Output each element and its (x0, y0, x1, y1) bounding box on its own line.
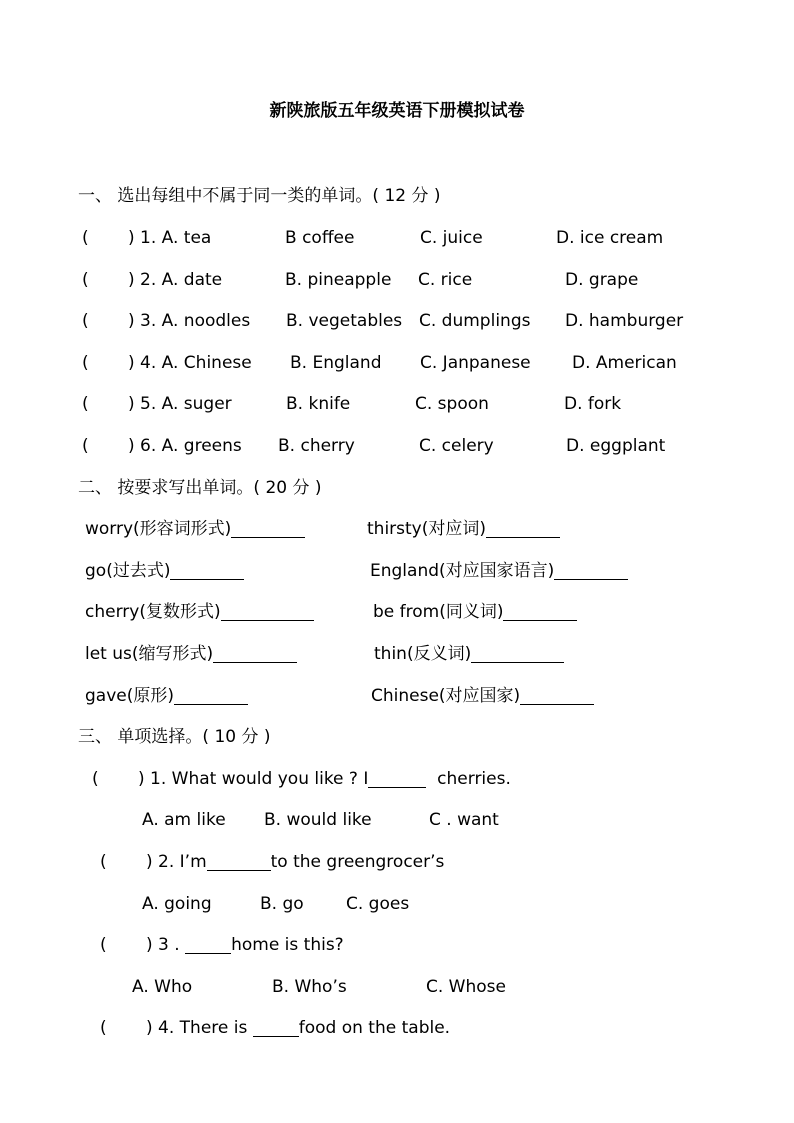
paren-open: ( (100, 1018, 107, 1038)
answer-blank[interactable] (253, 1020, 299, 1037)
answer-blank[interactable] (185, 937, 231, 954)
option-a: A. Who (132, 977, 193, 997)
word-prompt-left: let us(缩写形式) (85, 646, 297, 663)
option-d: D. ice cream (556, 228, 664, 248)
option-d: D. fork (564, 394, 622, 414)
option-b: B coffee (285, 228, 355, 248)
option-b: B. knife (286, 394, 351, 414)
word-prompt-left: cherry(复数形式) (85, 604, 314, 621)
answer-blank[interactable] (554, 563, 628, 580)
section-1-heading: 一、 选出每组中不属于同一类的单词。( 12 分 ) (78, 186, 441, 206)
option-c: C. juice (420, 228, 483, 248)
word-prompt-right: England(对应国家语言) (370, 563, 628, 580)
answer-blank[interactable] (231, 521, 305, 538)
answer-blank[interactable] (207, 854, 271, 871)
option-b: B. vegetables (286, 311, 403, 331)
answer-blank[interactable] (520, 688, 594, 705)
option-d: D. hamburger (565, 311, 684, 331)
option-d: D. eggplant (566, 436, 666, 456)
option-c: C. spoon (415, 394, 489, 414)
answer-blank[interactable] (221, 604, 314, 621)
question-3: ) 3 . home is this? (146, 935, 344, 955)
option-c: C. dumplings (419, 311, 531, 331)
word-prompt-right: thirsty(对应词) (367, 521, 560, 538)
option-c: C. rice (418, 270, 473, 290)
option-c: C. goes (346, 894, 410, 914)
paren-open: ( (82, 228, 89, 248)
option-c: C. celery (419, 436, 494, 456)
word-prompt-right: thin(反义词) (374, 646, 564, 663)
answer-blank[interactable] (486, 521, 560, 538)
section-3-heading: 三、 单项选择。( 10 分 ) (78, 727, 271, 747)
item-number: ) 6. A. greens (128, 436, 242, 456)
answer-blank[interactable] (471, 646, 564, 663)
paren-open: ( (100, 935, 107, 955)
option-a: A. am like (142, 810, 226, 830)
option-a: A. going (142, 894, 212, 914)
option-b: B. would like (264, 810, 372, 830)
option-b: B. cherry (278, 436, 355, 456)
paren-open: ( (82, 270, 89, 290)
option-b: B. go (260, 894, 304, 914)
item-number: ) 1. A. tea (128, 228, 212, 248)
word-prompt-left: go(过去式) (85, 563, 244, 580)
option-b: B. pineapple (285, 270, 392, 290)
option-d: D. American (572, 353, 677, 373)
paren-open: ( (92, 769, 99, 789)
answer-blank[interactable] (170, 563, 244, 580)
word-prompt-right: be from(同义词) (373, 604, 577, 621)
answer-blank[interactable] (368, 771, 426, 788)
answer-blank[interactable] (174, 688, 248, 705)
paren-open: ( (82, 353, 89, 373)
question-1: ) 1. What would you like ? I cherries. (138, 769, 511, 789)
section-2-heading: 二、 按要求写出单词。( 20 分 ) (78, 478, 322, 498)
answer-blank[interactable] (503, 604, 577, 621)
option-b: B. Who’s (272, 977, 347, 997)
word-prompt-left: gave(原形) (85, 688, 248, 705)
paren-open: ( (100, 852, 107, 872)
option-b: B. England (290, 353, 382, 373)
option-c: C. Whose (426, 977, 506, 997)
answer-blank[interactable] (213, 646, 297, 663)
item-number: ) 4. A. Chinese (128, 353, 252, 373)
word-prompt-left: worry(形容词形式) (85, 521, 305, 538)
word-prompt-right: Chinese(对应国家) (371, 688, 594, 705)
item-number: ) 3. A. noodles (128, 311, 251, 331)
paren-open: ( (82, 311, 89, 331)
question-2: ) 2. I’m to the greengrocer’s (146, 852, 445, 872)
option-c: C. Janpanese (420, 353, 531, 373)
option-c: C . want (429, 810, 499, 830)
page-title: 新陕旅版五年级英语下册模拟试卷 (269, 101, 525, 121)
item-number: ) 5. A. suger (128, 394, 232, 414)
option-d: D. grape (565, 270, 639, 290)
question-4: ) 4. There is food on the table. (146, 1018, 451, 1038)
item-number: ) 2. A. date (128, 270, 223, 290)
paren-open: ( (82, 394, 89, 414)
paren-open: ( (82, 436, 89, 456)
